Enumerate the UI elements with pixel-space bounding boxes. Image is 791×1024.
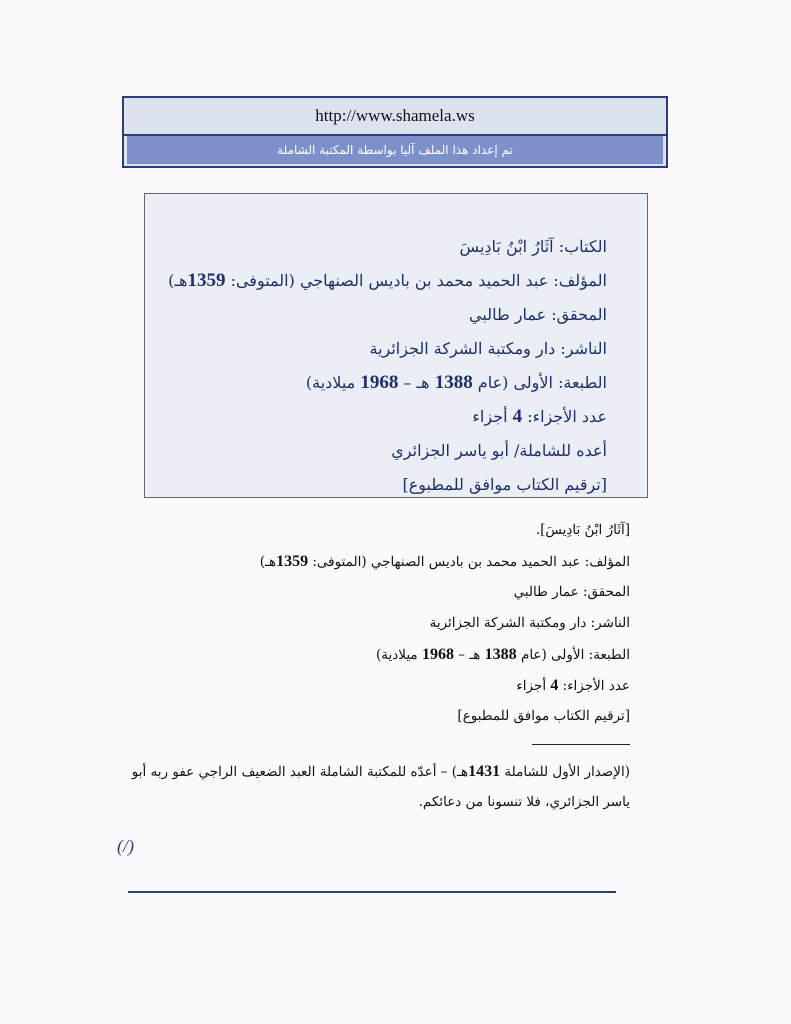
book-info-card (144, 193, 648, 498)
body-pagination-note: [ترقيم الكتاب موافق للمطبوع] (457, 708, 630, 724)
bottom-divider (128, 891, 616, 893)
card-book-title: الكتاب: آثَارُ ابْنُ بَادِيسَ (459, 237, 607, 256)
card-parts-count: عدد الأجزاء: 4 أجزاء (472, 406, 607, 427)
card-pagination-note: [ترقيم الكتاب موافق للمطبوع] (402, 475, 607, 494)
card-editor: المحقق: عمار طالبي (469, 305, 607, 324)
card-edition: الطبعة: الأولى (عام 1388 هـ – 1968 ميلادية) (305, 372, 607, 393)
card-author: المؤلف: عبد الحميد محمد بن باديس الصنهاجي (المتوفى: 1359هـ) (168, 270, 607, 291)
body-publisher: الناشر: دار ومكتبة الشركة الجزائرية (429, 615, 630, 631)
card-publisher: الناشر: دار ومكتبة الشركة الجزائرية (369, 339, 607, 358)
card-prepared-by: أعده للشاملة/ أبو ياسر الجزائري (391, 441, 607, 460)
page-marker: (/) (117, 836, 134, 856)
body-editor: المحقق: عمار طالبي (513, 584, 630, 600)
footnote-separator (532, 744, 630, 745)
body-author: المؤلف: عبد الحميد محمد بن باديس الصنهاجي (المتوفى: 1359هـ) (259, 553, 630, 570)
source-header-box (122, 96, 668, 168)
source-url[interactable]: http://www.shamela.ws (124, 98, 666, 136)
body-metadata (110, 515, 630, 732)
body-parts-count: عدد الأجزاء: 4 أجزاء (516, 677, 630, 694)
body-book-title: [آثَارُ ابْنُ بَادِيسَ]. (535, 522, 630, 538)
footnote: (الإصدار الأول للشاملة 1431هـ) – أعدّه للمكتبة الشاملة العبد الضعيف الراجي عفو ربه أبو ياسر الجزائري، فلا تنسونا من دعائكم. (131, 763, 630, 810)
body-edition: الطبعة: الأولى (عام 1388 هـ – 1968 ميلادية) (376, 646, 630, 663)
generated-note-banner: تم إعداد هذا الملف آليا بواسطة المكتبة الشاملة (127, 136, 663, 164)
